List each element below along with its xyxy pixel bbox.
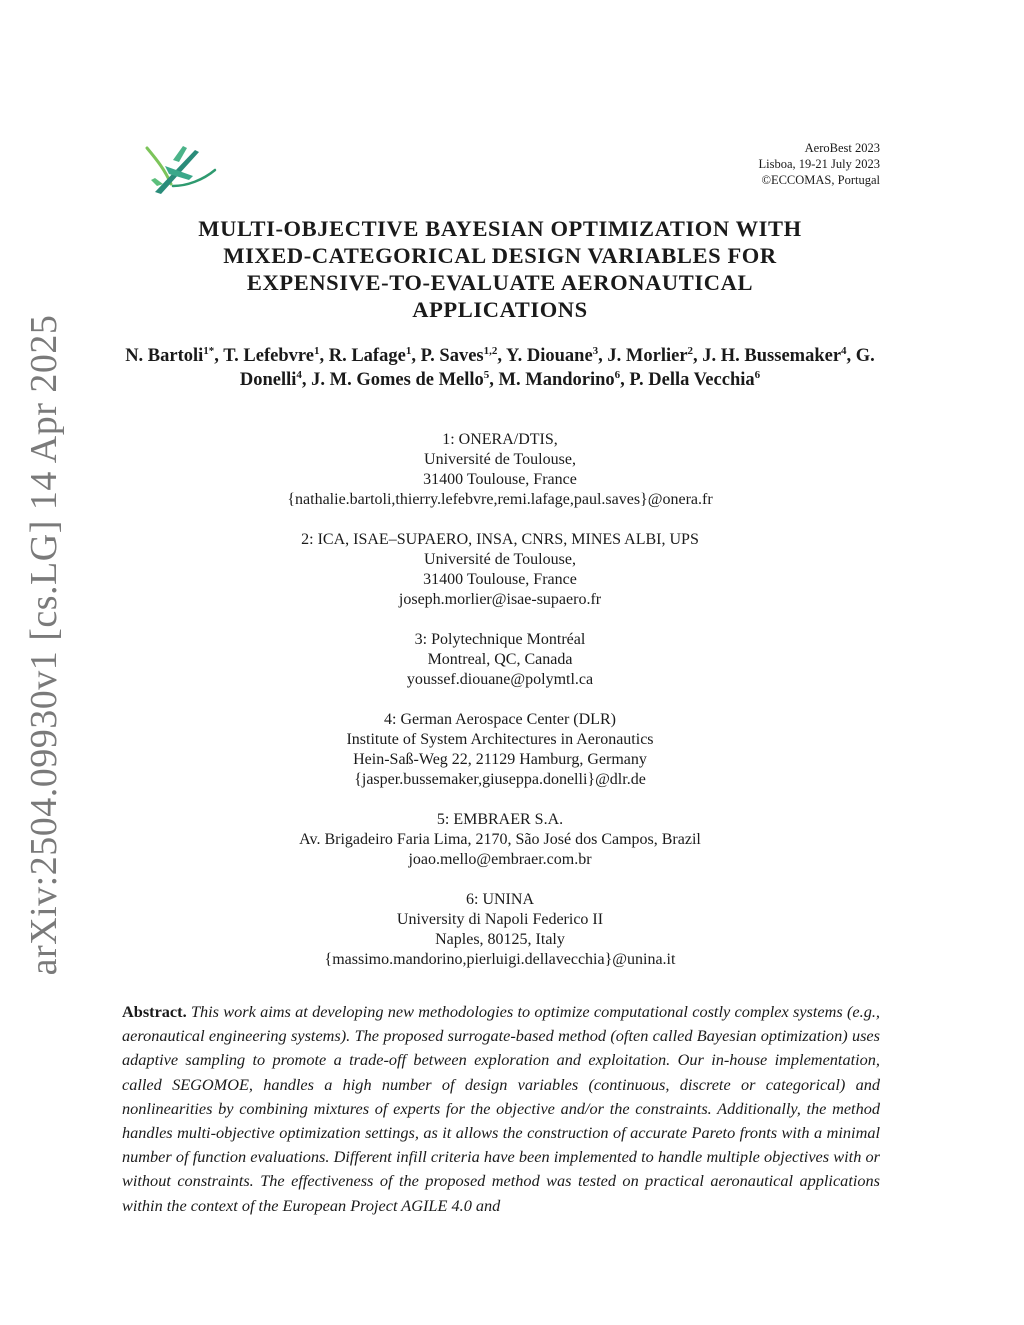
affiliation-line: Hein-Saß-Weg 22, 21129 Hamburg, Germany xyxy=(353,751,647,768)
author-affil-sup: 2 xyxy=(687,344,694,357)
title-line: MULTI-OBJECTIVE BAYESIAN OPTIMIZATION WITH xyxy=(198,216,802,241)
author-list: N. Bartoli$^{1*}$, T. Lefebvre$^1$, R. Lafage$^1$, P. Saves$^{1,2}$, Y. Diouane$^3$, J. Morlier$^2$, J. H. Bussemaker$^4$, G. Donelli$^4$, J. M. Gomes de Mello$^5$, M. Mandorino$^6$, P. Della Vecchia$^6$ xyxy=(125,344,875,390)
author-name: Y. Diouane xyxy=(505,346,593,366)
affiliation-1 xyxy=(120,430,880,510)
author-affil-sup: 1 xyxy=(405,344,412,357)
affiliation-email: {jasper.bussemaker,giuseppa.donelli}@dlr.de xyxy=(354,771,646,788)
affiliation-line: 1: ONERA/DTIS, xyxy=(442,431,558,448)
author-affil-sup: 3 xyxy=(592,344,599,357)
author-name: J. M. Gomes de Mello xyxy=(311,370,484,390)
paper-title xyxy=(120,215,880,323)
affiliation-3 xyxy=(120,630,880,690)
affiliation-line: Av. Brigadeiro Faria Lima, 2170, São José dos Campos, Brazil xyxy=(299,831,701,848)
author-name: N. Bartoli xyxy=(125,346,204,366)
affiliation-4 xyxy=(120,710,880,790)
abstract-label: Abstract. xyxy=(122,1002,187,1021)
affiliation-line: 31400 Toulouse, France xyxy=(423,471,577,488)
affiliation-email: youssef.diouane@polymtl.ca xyxy=(406,671,594,688)
affiliation-6 xyxy=(120,890,880,970)
affiliation-line: 2: ICA, ISAE–SUPAERO, INSA, CNRS, MINES ALBI, UPS xyxy=(301,531,699,548)
arxiv-identifier: arXiv:2504.09930v1 [cs.LG] 14 Apr 2025 xyxy=(23,314,65,976)
author-affil-sup: 5 xyxy=(483,368,490,381)
title-line: MIXED-CATEGORICAL DESIGN VARIABLES FOR xyxy=(223,243,777,268)
abstract-text: This work aims at developing new methodologies to optimize computational costly complex systems (e.g., aeronautical engineering systems). The proposed surrogate-based method (often called Bayesian optimization) uses adaptive sampling to promote a trade-off between exploration and exploitation. Our in-house implementation, called SEGOMOE, handles a high number of design variables (continuous, discrete or categorical) and nonlinearities by combining mixtures of experts for the objective and/or the constraints. Additionally, the method handles multi-objective optimization settings, as it allows the construction of accurate Pareto fronts with a minimal number of function evaluations. Different infill criteria have been implemented to handle multiple objectives with or without constraints. The effectiveness of the proposed method was tested on practical aeronautical applications within the context of the European Project AGILE 4.0 and xyxy=(122,1002,880,1215)
affiliation-line: Université de Toulouse, xyxy=(424,451,576,468)
author-name: M. Mandorino xyxy=(498,370,615,390)
author-name: P. Saves xyxy=(420,346,484,366)
title-line: APPLICATIONS xyxy=(412,297,588,322)
author-affil-sup: 4 xyxy=(841,344,847,357)
affiliation-line: Institute of System Architectures in Aeronautics xyxy=(346,731,654,748)
author-name: R. Lafage xyxy=(328,346,406,366)
conference-info xyxy=(758,140,880,188)
affiliation-line: 6: UNINA xyxy=(466,891,534,908)
affiliation-line: 3: Polytechnique Montréal xyxy=(414,631,586,648)
airplane-icon xyxy=(143,140,219,196)
author-affil-sup: 6 xyxy=(614,368,621,381)
affiliation-email: {massimo.mandorino,pierluigi.dellavecchia}@unina.it xyxy=(324,951,676,968)
author-affil-sup: 6 xyxy=(754,368,761,381)
author-name: J. H. Bussemaker xyxy=(702,346,842,366)
title-line: EXPENSIVE-TO-EVALUATE AERONAUTICAL xyxy=(246,270,754,295)
affiliation-line: Naples, 80125, Italy xyxy=(435,931,565,948)
author-affil-sup: 1,2 xyxy=(483,344,498,357)
author-affil-sup: 1* xyxy=(203,344,215,357)
affiliation-5 xyxy=(120,810,880,870)
abstract xyxy=(122,1000,880,1218)
conference-copyright: ©ECCOMAS, Portugal xyxy=(761,173,880,187)
affiliation-email: joseph.morlier@isae-supaero.fr xyxy=(398,591,602,608)
affiliation-email: {nathalie.bartoli,thierry.lefebvre,remi.lafage,paul.saves}@onera.fr xyxy=(287,491,713,508)
author-name: T. Lefebvre xyxy=(223,346,314,366)
author-name: J. Morlier xyxy=(607,346,688,366)
affiliation-line: 5: EMBRAER S.A. xyxy=(436,811,564,828)
conference-location: Lisboa, 19-21 July 2023 xyxy=(758,157,880,171)
conference-name: AeroBest 2023 xyxy=(804,141,880,155)
author-affil-sup: 1 xyxy=(313,344,320,357)
affiliation-line: Université de Toulouse, xyxy=(424,551,576,568)
author-name: G. Donelli xyxy=(239,346,875,390)
author-name: P. Della Vecchia xyxy=(629,370,755,390)
affiliation-email: joao.mello@embraer.com.br xyxy=(408,851,592,868)
affiliation-line: 31400 Toulouse, France xyxy=(423,571,577,588)
affiliation-2 xyxy=(120,530,880,610)
affiliation-line: 4: German Aerospace Center (DLR) xyxy=(384,711,616,728)
affiliation-line: Montreal, QC, Canada xyxy=(427,651,573,668)
affiliation-line: University di Napoli Federico II xyxy=(396,911,604,928)
author-affil-sup: 4 xyxy=(296,368,302,381)
